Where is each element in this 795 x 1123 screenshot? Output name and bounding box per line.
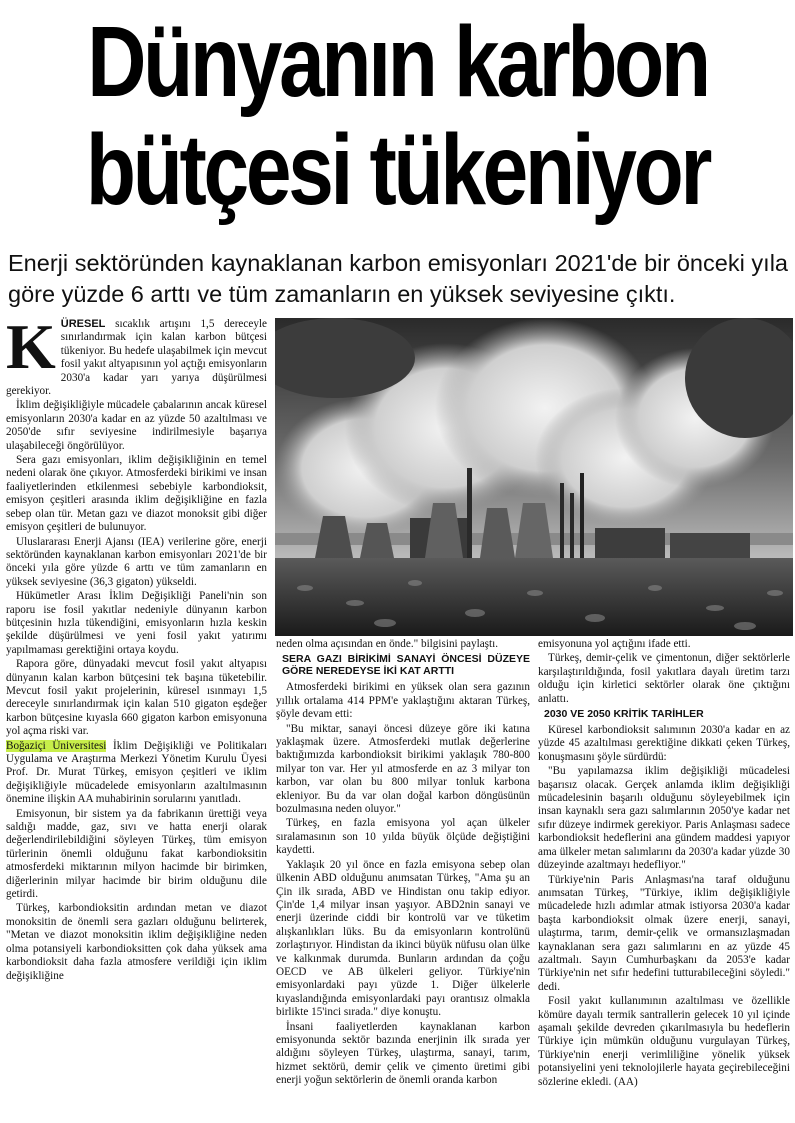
paragraph-2: İklim değişikliğiyle mücadele çabalarının ancak küresel emisyonların 2030'a kadar en az yüzde 50 azaltılması ve 2050'de sıfır seviyesine indirilmesiyle başarıya ulaşabileceği öngörülüyor. — [6, 399, 267, 452]
headline-line-1: Dünyanın karbon — [87, 6, 708, 118]
deck-subtitle: Enerji sektöründen kaynaklanan karbon emisyonları 2021'de bir önceki yıla göre yüzde 6 arttı ve tüm zamanların en yüksek seviyesine çıktı. — [8, 250, 788, 307]
lead-word: ÜRESEL — [60, 318, 106, 330]
paragraph-8: Emisyonun, bir sistem ya da fabrikanın ürettiği veya saldığı madde, gaz, sıvı ve hatta enerji olarak değerlendirilebildiğini söyleyen Türkeş, tüm emisyon türlerinin önemli olduğunu fakat karbondioksitin atmosferdeki miktarının milyon hacimde bir birimken, diğerlerinin milyar hacimde bir birim olduğunu dile getirdi. — [6, 807, 267, 901]
power-plant-photo — [275, 318, 793, 636]
paragraph-c3-4: Türkiye'nin Paris Anlaşması'na taraf olduğunu anımsatan Türkeş, "Türkiye, iklim değişikliğiyle mücadelede hızlı adımlar atmak istiyorsa 2030'a kadar başta karbondioksit olmak üzere enerji, sanayi, ulaştırma, tarım, demir-çelik ve ormansızlaşmadan kaynaklanan sera gazı salımlarını en az yüzde 45 azaltmalı. Sayın Cumhurbaşkanı da 2053'e kadar Türkiye'nin net sıfır hedefini tutturabileceğini söyledi." dedi. — [538, 873, 790, 993]
subheading-2: 2030 VE 2050 KRİTİK TARİHLER — [544, 708, 704, 721]
paragraph-7-text: İklim Değişikliği ve Politikaları Uygulama ve Araştırma Merkezi Yönetim Kurulu Üyesi Prof. Dr. Murat Türkeş, emisyon çeşitleri ve iklim değişikliğiyle mücadelede emisyonların azaltılmasının önemine ilişkin AA muhabirinin sorularını yanıtladı. — [6, 739, 268, 806]
paragraph-c3-1: Türkeş, demir-çelik ve çimentonun, diğer sektörlerle karşılaştırıldığında, fosil yakıtlara dayalı üretim tarzı olduğu için kirletici sektörler olarak öne çıktığını anlattı. — [538, 652, 790, 705]
paragraph-c3-3: "Bu yapılamazsa iklim değişikliği mücadelesi başarısız olacak. Gerçek anlamda iklim değişikliği mücadelesinin başarılı olduğunu söyleyebilmek için insan kaynaklı sera gazı salımlarının 2050'ye kadar net sıfır düzeye indirmek gerekiyor. Paris Anlaşması sadece karbondioksit hedeflerini ana gündem maddesi yapıyor ama ülkeler metan salımlarını da 2030'a kadar yüzde 30 düzeyinde azaltmayı hedefliyor." — [538, 765, 790, 872]
paragraph-1 — [6, 311, 267, 398]
highlighted-university: Boğaziçi Üniversitesi — [6, 739, 107, 752]
paragraph-c3-5: Fosil yakıt kullanımının azaltılması ve özellikle kömüre dayalı termik santrallerin gelecek 10 yıl içinde aşamalı şekilde devreden çıkarılmasıyla bu hedeflerin Türkiye için mümkün olduğunu vurgulayan Türkeş, Türkiye'nin enerji verimliliğine yönelik yüksek potansiyelini yeni teknolojilerle hayata geçirebileceğini sözlerine ekledi. (AA) — [538, 995, 790, 1088]
paragraph-c2-5: İnsani faaliyetlerden kaynaklanan karbon emisyonunda sektör bazında enerjinin ilk sırada yer aldığını söyleyen Türkeş, ulaştırma, sanayi, tarım, hizmet sektörü, demir çelik ve çimento üretimi gibi enerji yoğun sektörlerin de önemli oranda karbon — [276, 1020, 530, 1087]
power-plant-smoke-photo-icon — [275, 318, 793, 636]
paragraph-c3-0: emisyonuna yol açtığını ifade etti. — [538, 638, 691, 650]
paragraph-6: Rapora göre, dünyadaki mevcut fosil yakıt altyapısı dünyanın kalan karbon bütçesini tek başına tüketebilir. Mevcut fosil yakıt projelerinin, küresel ısınmayı 1,5 dereceyle sınırlandırmak için kalan 510 gigaton eşdeğer karbon bütçesine kıyasla 660 gigaton karbon emisyonuna yol açma riski var. — [6, 658, 267, 738]
headline-line-2: bütçesi tükeniyor — [85, 114, 710, 226]
drop-cap: K — [6, 311, 56, 382]
article-column-2 — [276, 638, 530, 1089]
paragraph-4: Uluslararası Enerji Ajansı (IEA) verilerine göre, enerji sektöründen kaynaklanan karbon emisyonları 2021'de bir önceki yıla göre yüzde 6 arttı ve tüm zamanların en yüksek seviyesine (36,3 gigaton) yükseldi. — [6, 535, 267, 588]
article-column-1 — [6, 311, 268, 984]
paragraph-3: Sera gazı emisyonları, iklim değişikliğinin en temel nedeni olarak öne çıkıyor. Atmosferdeki birikimi ve insan faaliyetlerinden etkilenmesi sebebiyle karbondioksit, emisyon çeşitleri arasında iklim değişikliğine en fazla sebep olan tür. Metan gazı ve diazot monoksit gibi diğer emisyon çeşitleri de bulunuyor. — [6, 454, 267, 534]
paragraph-5: Hükümetler Arası İklim Değişikliği Paneli'nin son raporu ise fosil yakıtlar nedeniyle dünyanın karbon bütçesinin hızla tükendiğini, emisyonların hızla keskin şekilde düşürülmesi ve yeni fosil yakıt yatırımı yapılmaması gerektiğini ortaya koydu. — [6, 590, 267, 656]
paragraph-c2-2: "Bu miktar, sanayi öncesi düzeye göre iki katına yaklaşmak üzere. Atmosferdeki mutlak değerlerine baktığımızda karbondioksit birikimi yaklaşık 780-800 milyar ton var. Her yıl atmosferde en az 3 milyar ton karbon, var olan bu 800 milyar tonluk karbona ekleniyor. Bu da var olan doğal karbon döngüsünün bozulmasına neden oluyor." — [276, 722, 530, 816]
paragraph-c2-1: Atmosferdeki birikimi en yüksek olan sera gazının yıllık ortalama 414 PPM'e yaklaştığını aktaran Türkeş, şöyle devam etti: — [276, 681, 530, 721]
paragraph-9: Türkeş, karbondioksitin ardından metan ve diazot monoksitin de önemli sera gazları olduğunu belirterek, "Metan ve diazot monoksitin iklim değişikliğine neden olma potansiyeli karbondioksitten çok daha yüksek ama karbondioksit daha fazla atmosfere verildiği için iklim değişikliğine — [6, 902, 267, 982]
paragraph-c3-2: Küresel karbondioksit salımının 2030'a kadar en az yüzde 45 azaltılması gerektiğine dikkati çeken Türkeş, konuşmasını şöyle sürdürdü: — [538, 724, 790, 763]
paragraph-1-text: sıcaklık artışını 1,5 dereceyle sınırlandırmak için kalan karbon bütçesi tükeniyor. Bu hedefe ulaşabilmek için mevcut fosil yakıt altyapısının yol açtığı emisyonların 2030'a kadar yarı yarıya düşürülmesi gerekiyor. — [6, 318, 267, 398]
paragraph-7 — [6, 740, 267, 807]
paragraph-c2-3: Türkeş, en fazla emisyona yol açan ülkeler sıralamasının son 10 yılda büyük ölçüde değiştiğini kaydetti. — [276, 817, 530, 857]
subheading-1: SERA GAZI BİRİKİMİ SANAYİ ÖNCESİ DÜZEYE GÖRE NEREDEYSE İKİ KAT ARTTI — [282, 653, 530, 678]
paragraph-c2-0: neden olma açısından en önde." bilgisini paylaştı. — [276, 638, 499, 650]
article-column-3 — [538, 638, 790, 1090]
paragraph-c2-4: Yaklaşık 20 yıl önce en fazla emisyona sebep olan ülkenin ABD olduğunu anımsatan Türkeş, "Ama şu an Çin ilk sırada, ABD ve Hindistan onu takip ediyor. Çin'de 1,4 milyar insan yaşıyor. ABD2nin sanayi ve enerji üzerinde ciddi bir kontrolü var ve tüketim alışkanlıkları lüks. Bu da emisyonların kontrolünü zorlaştırıyor. Hindistan da ikinci büyük nüfusu olan ülke ve kalkınmak durumda. Bunların ardından da çoğu OECD ve AB ülkeleri geliyor. Türkiye'nin emisyonlardaki payı yüzde 1. Diğer ülkelerle kıyaslandığında emisyonlardaki payı orantısız olmakla birlikte 15'inci sırada." diye konuştu. — [276, 858, 530, 1019]
